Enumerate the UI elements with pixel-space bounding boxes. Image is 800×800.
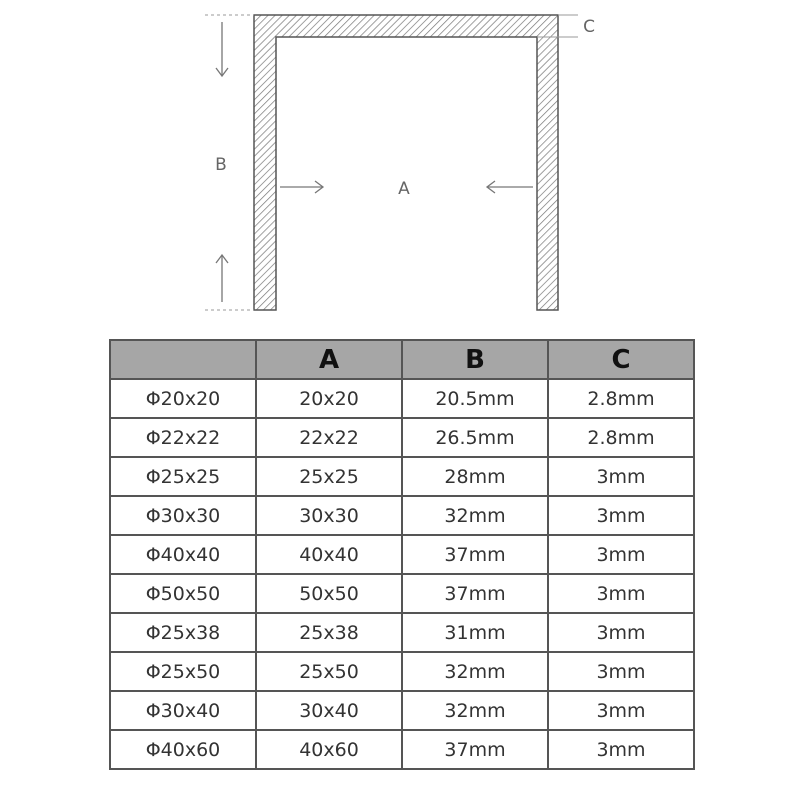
cell-model: Φ25x25 [110, 457, 256, 496]
cell-model: Φ25x50 [110, 652, 256, 691]
cell-c: 2.8mm [548, 418, 694, 457]
cell-b: 31mm [402, 613, 548, 652]
cell-a: 25x50 [256, 652, 402, 691]
cell-a: 40x40 [256, 535, 402, 574]
cell-b: 37mm [402, 574, 548, 613]
table-row [110, 574, 694, 613]
header-row [110, 340, 694, 379]
u-profile-diagram [0, 0, 800, 330]
cell-b: 20.5mm [402, 379, 548, 418]
cell-b: 37mm [402, 730, 548, 769]
u-profile-section [254, 15, 558, 310]
table-body [110, 379, 694, 769]
cell-c: 3mm [548, 496, 694, 535]
cell-c: 3mm [548, 691, 694, 730]
cell-model: Φ20x20 [110, 379, 256, 418]
cell-c: 3mm [548, 457, 694, 496]
cell-b: 26.5mm [402, 418, 548, 457]
cell-a: 40x60 [256, 730, 402, 769]
table-row [110, 691, 694, 730]
cell-c: 3mm [548, 652, 694, 691]
size-table [109, 339, 695, 770]
cell-model: Φ30x30 [110, 496, 256, 535]
a-arrow-left-icon [487, 181, 533, 193]
cell-a: 50x50 [256, 574, 402, 613]
table-row [110, 418, 694, 457]
table-row [110, 652, 694, 691]
header-cell-c: C [548, 340, 694, 379]
a-arrow-right-icon [280, 181, 323, 193]
table-header [110, 340, 694, 379]
table-row [110, 496, 694, 535]
table-row [110, 379, 694, 418]
cell-model: Φ50x50 [110, 574, 256, 613]
cell-c: 3mm [548, 613, 694, 652]
cell-b: 32mm [402, 691, 548, 730]
cell-model: Φ40x60 [110, 730, 256, 769]
cell-a: 30x40 [256, 691, 402, 730]
dimension-label-c: C [583, 17, 595, 37]
cell-model: Φ25x38 [110, 613, 256, 652]
table-row [110, 535, 694, 574]
cell-b: 28mm [402, 457, 548, 496]
cell-a: 20x20 [256, 379, 402, 418]
header-cell-a: A [256, 340, 402, 379]
cell-c: 3mm [548, 574, 694, 613]
cell-b: 32mm [402, 496, 548, 535]
cell-model: Φ30x40 [110, 691, 256, 730]
header-cell-b: B [402, 340, 548, 379]
cell-model: Φ40x40 [110, 535, 256, 574]
cell-model: Φ22x22 [110, 418, 256, 457]
cell-a: 25x25 [256, 457, 402, 496]
table-row [110, 613, 694, 652]
cell-c: 3mm [548, 730, 694, 769]
dimension-label-b: B [215, 155, 227, 175]
table-row [110, 730, 694, 769]
cell-c: 2.8mm [548, 379, 694, 418]
cell-c: 3mm [548, 535, 694, 574]
cell-a: 25x38 [256, 613, 402, 652]
b-arrow-up-icon [216, 255, 228, 302]
table-row [110, 457, 694, 496]
cell-a: 30x30 [256, 496, 402, 535]
b-arrow-down-icon [216, 22, 228, 76]
cell-a: 22x22 [256, 418, 402, 457]
cell-b: 32mm [402, 652, 548, 691]
dimension-label-a: A [398, 179, 410, 199]
cell-b: 37mm [402, 535, 548, 574]
header-cell-model [110, 340, 256, 379]
